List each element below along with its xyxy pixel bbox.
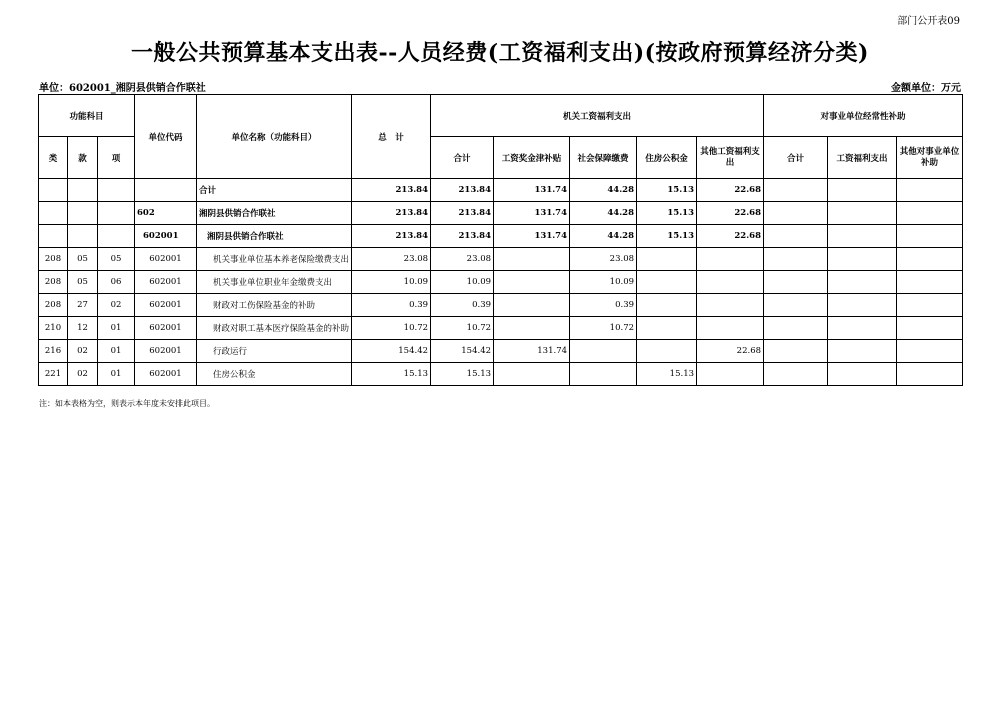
inst-total-cell — [764, 179, 828, 202]
gov-housing-cell — [637, 317, 697, 340]
gov-wage-cell — [494, 317, 570, 340]
lei-cell — [39, 225, 68, 248]
gov-other-cell: 22.68 — [697, 179, 764, 202]
gov-wage-cell — [494, 294, 570, 317]
header-inst-group: 对事业单位经常性补助 — [764, 95, 963, 137]
summary-row — [39, 225, 963, 248]
code-cell — [135, 179, 197, 202]
lei-cell: 216 — [39, 340, 68, 363]
table-row — [39, 340, 963, 363]
gov-wage-cell — [494, 363, 570, 386]
total-cell: 213.84 — [352, 225, 431, 248]
gov-housing-cell — [637, 271, 697, 294]
header-kuan: 款 — [68, 137, 98, 179]
inst-wage-cell — [828, 225, 897, 248]
gov-total-cell: 0.39 — [431, 294, 494, 317]
total-cell: 0.39 — [352, 294, 431, 317]
code-cell: 602001 — [135, 294, 197, 317]
code-cell: 602001 — [135, 317, 197, 340]
inst-wage-cell — [828, 340, 897, 363]
inst-wage-cell — [828, 294, 897, 317]
header-xiang: 项 — [98, 137, 135, 179]
page-title: 一般公共预算基本支出表--人员经费(工资福利支出)(按政府预算经济分类) — [131, 40, 869, 66]
gov-total-cell: 213.84 — [431, 202, 494, 225]
total-cell: 15.13 — [352, 363, 431, 386]
header-unit-name: 单位名称（功能科目） — [197, 95, 352, 179]
inst-other-cell — [897, 202, 963, 225]
gov-wage-cell: 131.74 — [494, 202, 570, 225]
kuan-cell — [68, 225, 98, 248]
gov-other-cell — [697, 294, 764, 317]
header-unit-code: 单位代码 — [135, 95, 197, 179]
gov-other-cell: 22.68 — [697, 340, 764, 363]
inst-wage-cell — [828, 271, 897, 294]
inst-total-cell — [764, 271, 828, 294]
gov-wage-cell: 131.74 — [494, 340, 570, 363]
header-inst-wage: 工资福利支出 — [828, 137, 897, 179]
gov-total-cell: 213.84 — [431, 225, 494, 248]
summary-row — [39, 202, 963, 225]
inst-other-cell — [897, 317, 963, 340]
inst-other-cell — [897, 340, 963, 363]
header-inst-total: 合计 — [764, 137, 828, 179]
kuan-cell: 02 — [68, 340, 98, 363]
name-cell: 机关事业单位职业年金缴费支出 — [197, 271, 352, 294]
gov-social-cell: 0.39 — [570, 294, 637, 317]
code-cell: 602001 — [135, 271, 197, 294]
xiang-cell: 02 — [98, 294, 135, 317]
kuan-cell: 05 — [68, 271, 98, 294]
table-row — [39, 271, 963, 294]
header-gov-group: 机关工资福利支出 — [431, 95, 764, 137]
header-gov-total: 合计 — [431, 137, 494, 179]
inst-total-cell — [764, 294, 828, 317]
gov-housing-cell — [637, 340, 697, 363]
gov-housing-cell: 15.13 — [637, 225, 697, 248]
xiang-cell: 06 — [98, 271, 135, 294]
inst-wage-cell — [828, 317, 897, 340]
gov-other-cell — [697, 317, 764, 340]
total-cell: 213.84 — [352, 202, 431, 225]
inst-other-cell — [897, 179, 963, 202]
xiang-cell — [98, 202, 135, 225]
code-cell: 602001 — [135, 363, 197, 386]
lei-cell — [39, 179, 68, 202]
total-cell: 10.72 — [352, 317, 431, 340]
table-row — [39, 248, 963, 271]
name-cell: 财政对工伤保险基金的补助 — [197, 294, 352, 317]
xiang-cell — [98, 225, 135, 248]
inst-wage-cell — [828, 363, 897, 386]
gov-housing-cell — [637, 248, 697, 271]
table-row — [39, 317, 963, 340]
gov-social-cell: 10.72 — [570, 317, 637, 340]
kuan-cell — [68, 202, 98, 225]
summary-row — [39, 179, 963, 202]
header-total: 总 计 — [352, 95, 431, 179]
lei-cell — [39, 202, 68, 225]
gov-total-cell: 10.72 — [431, 317, 494, 340]
lei-cell: 210 — [39, 317, 68, 340]
xiang-cell: 01 — [98, 317, 135, 340]
lei-cell: 208 — [39, 271, 68, 294]
name-cell: 合计 — [197, 179, 352, 202]
total-cell: 10.09 — [352, 271, 431, 294]
inst-other-cell — [897, 294, 963, 317]
xiang-cell: 01 — [98, 340, 135, 363]
gov-total-cell: 15.13 — [431, 363, 494, 386]
inst-other-cell — [897, 271, 963, 294]
inst-other-cell — [897, 248, 963, 271]
inst-total-cell — [764, 225, 828, 248]
inst-wage-cell — [828, 179, 897, 202]
inst-total-cell — [764, 202, 828, 225]
budget-table — [38, 94, 963, 386]
inst-total-cell — [764, 248, 828, 271]
inst-wage-cell — [828, 248, 897, 271]
unit-label: 单位：602001_湘阴县供销合作联社 — [39, 83, 206, 94]
name-cell: 行政运行 — [197, 340, 352, 363]
xiang-cell: 01 — [98, 363, 135, 386]
inst-wage-cell — [828, 202, 897, 225]
code-cell: 602001 — [135, 225, 197, 248]
inst-total-cell — [764, 363, 828, 386]
detail-rows — [39, 248, 963, 386]
meta-line — [39, 79, 961, 93]
gov-housing-cell: 15.13 — [637, 363, 697, 386]
code-cell: 602001 — [135, 248, 197, 271]
header-gov-wage: 工资奖金津补贴 — [494, 137, 570, 179]
name-cell: 住房公积金 — [197, 363, 352, 386]
name-cell: 湘阴县供销合作联社 — [197, 225, 352, 248]
inst-total-cell — [764, 317, 828, 340]
header-row-1 — [39, 95, 963, 137]
total-cell: 213.84 — [352, 179, 431, 202]
footnote: 注：如本表格为空，则表示本年度未安排此项目。 — [39, 399, 215, 408]
table-row — [39, 294, 963, 317]
gov-other-cell — [697, 248, 764, 271]
page-code: 部门公开表09 — [897, 16, 960, 27]
name-cell: 财政对职工基本医疗保险基金的补助 — [197, 317, 352, 340]
header-func-subject: 功能科目 — [39, 95, 135, 137]
inst-other-cell — [897, 225, 963, 248]
inst-total-cell — [764, 340, 828, 363]
header-gov-housing: 住房公积金 — [637, 137, 697, 179]
lei-cell: 221 — [39, 363, 68, 386]
total-cell: 154.42 — [352, 340, 431, 363]
xiang-cell: 05 — [98, 248, 135, 271]
code-cell: 602001 — [135, 340, 197, 363]
gov-other-cell: 22.68 — [697, 202, 764, 225]
total-cell: 23.08 — [352, 248, 431, 271]
kuan-cell: 05 — [68, 248, 98, 271]
gov-total-cell: 154.42 — [431, 340, 494, 363]
amount-unit: 金额单位：万元 — [891, 83, 961, 94]
gov-housing-cell: 15.13 — [637, 179, 697, 202]
gov-social-cell: 44.28 — [570, 225, 637, 248]
gov-social-cell — [570, 363, 637, 386]
header-inst-other: 其他对事业单位补助 — [897, 137, 963, 179]
name-cell: 湘阴县供销合作联社 — [197, 202, 352, 225]
lei-cell: 208 — [39, 248, 68, 271]
gov-other-cell — [697, 271, 764, 294]
name-cell: 机关事业单位基本养老保险缴费支出 — [197, 248, 352, 271]
gov-wage-cell — [494, 271, 570, 294]
inst-other-cell — [897, 363, 963, 386]
lei-cell: 208 — [39, 294, 68, 317]
gov-wage-cell — [494, 248, 570, 271]
kuan-cell: 02 — [68, 363, 98, 386]
gov-social-cell — [570, 340, 637, 363]
kuan-cell — [68, 179, 98, 202]
kuan-cell: 12 — [68, 317, 98, 340]
gov-social-cell: 23.08 — [570, 248, 637, 271]
xiang-cell — [98, 179, 135, 202]
kuan-cell: 27 — [68, 294, 98, 317]
gov-total-cell: 10.09 — [431, 271, 494, 294]
gov-housing-cell — [637, 294, 697, 317]
gov-social-cell: 44.28 — [570, 179, 637, 202]
code-cell: 602 — [135, 202, 197, 225]
summary-rows — [39, 179, 963, 248]
gov-wage-cell: 131.74 — [494, 179, 570, 202]
gov-social-cell: 44.28 — [570, 202, 637, 225]
gov-total-cell: 23.08 — [431, 248, 494, 271]
gov-housing-cell: 15.13 — [637, 202, 697, 225]
header-gov-social: 社会保障缴费 — [570, 137, 637, 179]
gov-total-cell: 213.84 — [431, 179, 494, 202]
gov-other-cell — [697, 363, 764, 386]
gov-other-cell: 22.68 — [697, 225, 764, 248]
table-row — [39, 363, 963, 386]
gov-social-cell: 10.09 — [570, 271, 637, 294]
gov-wage-cell: 131.74 — [494, 225, 570, 248]
header-gov-other: 其他工资福利支出 — [697, 137, 764, 179]
header-lei: 类 — [39, 137, 68, 179]
